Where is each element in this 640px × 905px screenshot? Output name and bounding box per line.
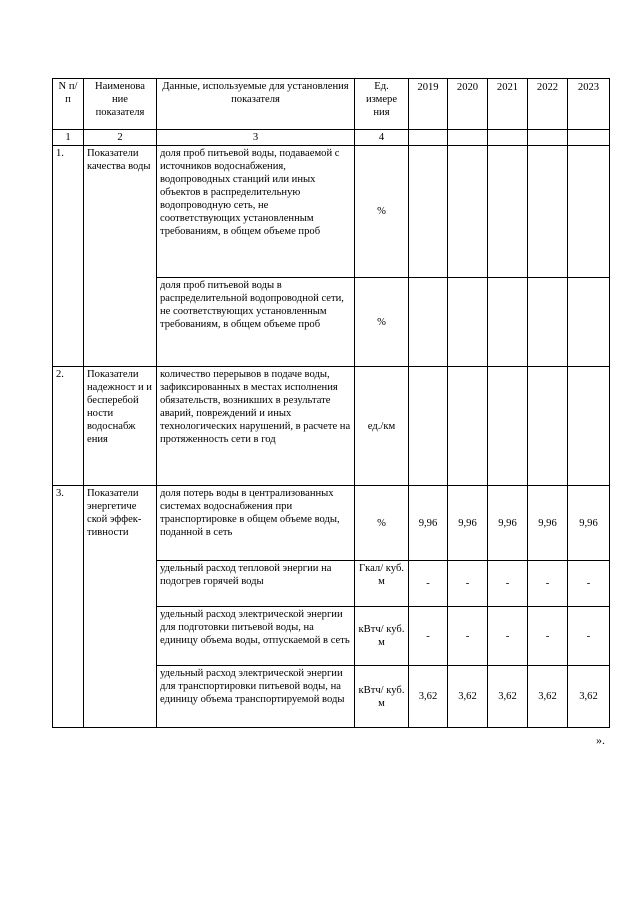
row-value: 9,96 bbox=[409, 486, 448, 561]
row-value bbox=[409, 278, 448, 367]
header-desc: Данные, используемые для установления показателя bbox=[157, 79, 355, 130]
row-value: 3,62 bbox=[488, 666, 528, 728]
row-desc: удельный расход тепловой энергии на подогрев горячей воды bbox=[157, 561, 355, 607]
header-row bbox=[53, 79, 610, 130]
row-value: 3,62 bbox=[528, 666, 568, 728]
row-desc: удельный расход электрической энергии для подготовки питьевой воды, на единицу объема воды, отпускаемой в сеть bbox=[157, 607, 355, 666]
row-value bbox=[568, 278, 610, 367]
row-unit: % bbox=[355, 146, 409, 278]
row-value: - bbox=[409, 561, 448, 607]
row-value: 9,96 bbox=[448, 486, 488, 561]
row-value: - bbox=[448, 607, 488, 666]
row-unit: кВтч/ куб. м bbox=[355, 607, 409, 666]
row-unit: ед./км bbox=[355, 367, 409, 486]
group-name: Показатели энергетиче ской эффек- тивности bbox=[84, 486, 157, 728]
row-desc: удельный расход электрической энергии для транспортировки питьевой воды, на единицу объема транспортируемой воды bbox=[157, 666, 355, 728]
row-value bbox=[409, 146, 448, 278]
header-year: 2020 bbox=[448, 79, 488, 130]
table-row bbox=[53, 486, 610, 561]
row-desc: доля проб питьевой воды в распределительной водопроводной сети, не соответствующих установленным требованиям, в общем объеме проб bbox=[157, 278, 355, 367]
row-value bbox=[488, 278, 528, 367]
row-desc: доля потерь воды в централизованных системах водоснабжения при транспортировке в общем объеме воды, поданной в сеть bbox=[157, 486, 355, 561]
row-value: - bbox=[568, 561, 610, 607]
row-unit: % bbox=[355, 278, 409, 367]
closing-quote: ». bbox=[596, 733, 605, 747]
row-value: - bbox=[568, 607, 610, 666]
row-value bbox=[448, 367, 488, 486]
header-num: N п/п bbox=[53, 79, 84, 130]
row-value: 9,96 bbox=[488, 486, 528, 561]
row-value: - bbox=[528, 607, 568, 666]
row-desc: количество перерывов в подаче воды, зафиксированных в местах исполнения обязательств, возникших в результате аварий, повреждений и иных технологических нарушений, в расчете на протяженность сети в год bbox=[157, 367, 355, 486]
row-value: - bbox=[488, 561, 528, 607]
row-value: 3,62 bbox=[448, 666, 488, 728]
index-row bbox=[53, 130, 610, 146]
row-value bbox=[448, 278, 488, 367]
row-value: 9,96 bbox=[568, 486, 610, 561]
row-value: - bbox=[448, 561, 488, 607]
row-desc: доля проб питьевой воды, подаваемой с источников водоснабжения, водопроводных станций или иных объектов в распределительную водопроводную сеть, не соответствующих установленным требованиям, в общем объеме проб bbox=[157, 146, 355, 278]
group-num: 3. bbox=[53, 486, 84, 728]
row-value bbox=[528, 278, 568, 367]
row-value bbox=[409, 367, 448, 486]
group-name: Показатели качества воды bbox=[84, 146, 157, 367]
table-row bbox=[53, 146, 610, 278]
row-value: 3,62 bbox=[409, 666, 448, 728]
row-value bbox=[528, 367, 568, 486]
index-cell: 4 bbox=[355, 130, 409, 146]
row-value bbox=[448, 146, 488, 278]
row-unit: Гкал/ куб. м bbox=[355, 561, 409, 607]
index-cell: 1 bbox=[53, 130, 84, 146]
row-unit: % bbox=[355, 486, 409, 561]
group-name: Показатели надежност и и бесперебой ности водоснабж ения bbox=[84, 367, 157, 486]
row-value bbox=[568, 146, 610, 278]
group-num: 2. bbox=[53, 367, 84, 486]
row-value bbox=[568, 367, 610, 486]
group-num: 1. bbox=[53, 146, 84, 367]
row-value: - bbox=[409, 607, 448, 666]
indicators-table bbox=[52, 78, 610, 728]
header-year: 2022 bbox=[528, 79, 568, 130]
row-value: - bbox=[488, 607, 528, 666]
index-cell: 2 bbox=[84, 130, 157, 146]
row-value: - bbox=[528, 561, 568, 607]
index-cell: 3 bbox=[157, 130, 355, 146]
header-unit: Ед. измере ния bbox=[355, 79, 409, 130]
header-year: 2021 bbox=[488, 79, 528, 130]
header-year: 2023 bbox=[568, 79, 610, 130]
row-value: 9,96 bbox=[528, 486, 568, 561]
row-unit: кВтч/ куб. м bbox=[355, 666, 409, 728]
row-value bbox=[488, 367, 528, 486]
header-name: Наименова ние показателя bbox=[84, 79, 157, 130]
header-year: 2019 bbox=[409, 79, 448, 130]
row-value bbox=[528, 146, 568, 278]
row-value bbox=[488, 146, 528, 278]
table-row bbox=[53, 367, 610, 486]
row-value: 3,62 bbox=[568, 666, 610, 728]
